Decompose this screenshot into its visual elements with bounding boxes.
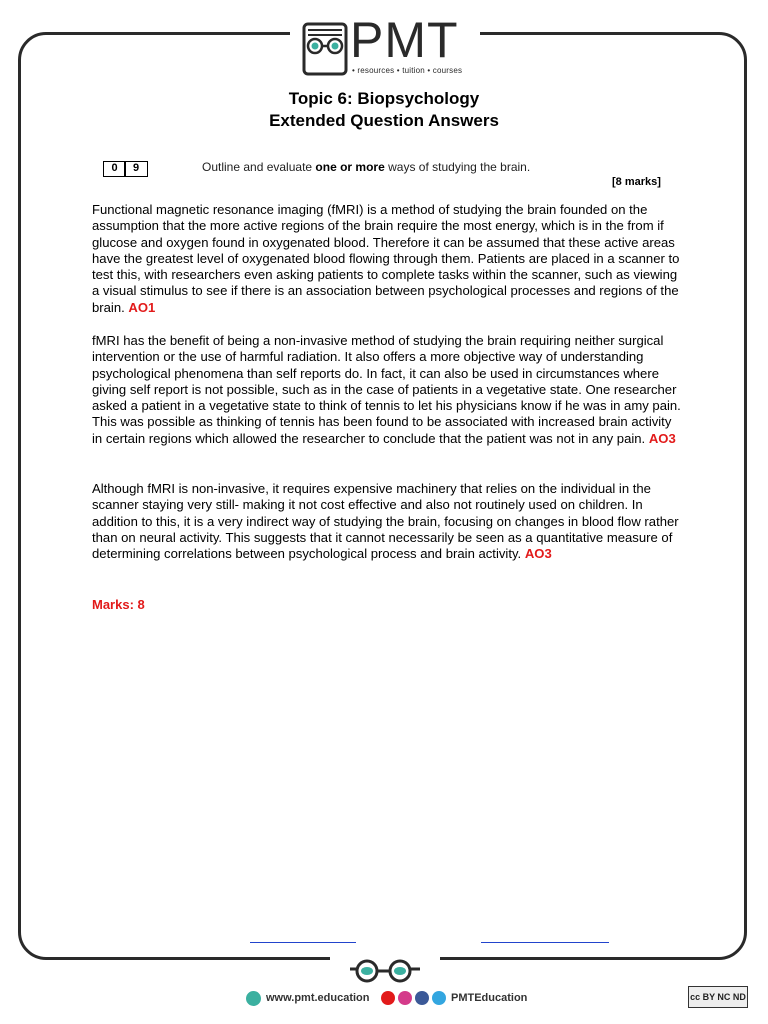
twitter-icon[interactable]: [432, 991, 446, 1005]
question-text-after: ways of studying the brain.: [384, 160, 531, 174]
page-title-line1: Topic 6: Biopsychology: [288, 89, 480, 108]
goggles-icon: [350, 957, 420, 985]
cursor-icon: [246, 991, 261, 1006]
answer-paragraph-3: [92, 481, 682, 562]
instagram-icon[interactable]: [398, 991, 412, 1005]
question-number-digit1: 0: [103, 161, 126, 177]
social-handle: PMTEducation: [451, 992, 528, 1004]
question-text-bold: one or more: [315, 160, 385, 174]
youtube-icon[interactable]: [381, 991, 395, 1005]
logo-tagline: • resources • tuition • courses: [352, 66, 463, 75]
question-text: [202, 160, 530, 174]
website-link[interactable]: www.pmt.education: [266, 992, 370, 1004]
question-text-before: Outline and evaluate: [202, 160, 316, 174]
footer-link-underline-left[interactable]: [250, 942, 356, 943]
facebook-icon[interactable]: [415, 991, 429, 1005]
paragraph-1-text: Functional magnetic resonance imaging (fMRI) is a method of studying the brain founded on the assumption that the more active regions of the brain require the most energy, which is in the from if glucose and oxygen found in oxygenated blood. Therefore it can be assumed that these active areas have the greatest level of oxygenated blood flowing through them. Patients are placed in a scanner to test this, with researchers even asking patients to complete tasks within the scanner, such as viewing a visual stimulus to see if there is an association between psychological processes and regions of the brain.: [92, 202, 680, 315]
page-title-line2: Extended Question Answers: [269, 111, 499, 130]
question-number-digit2: 9: [124, 161, 148, 177]
logo-text: PMT: [350, 12, 459, 68]
total-marks: Marks: 8: [92, 597, 145, 612]
paragraph-3-text: Although fMRI is non-invasive, it requires expensive machinery that relies on the individual in the scanner staying very still- making it not cost effective and also not routinely used on children. In addition to this, it is a very indirect way of studying the brain, focusing on changes in blood flow rather than on neural activity. This suggests that it cannot necessarily be seen as a quantitative measure of determining correlations between psychological process and brain activity.: [92, 481, 679, 562]
answer-paragraph-2: [92, 333, 682, 447]
creative-commons-license-badge[interactable]: cc BY NC ND: [688, 986, 748, 1008]
question-marks: [8 marks]: [612, 176, 661, 188]
ao-tag-3: AO3: [524, 546, 552, 562]
answer-paragraph-1: [92, 202, 682, 316]
ao-tag-2: AO3: [648, 430, 676, 446]
footer: [0, 990, 768, 1010]
ao-tag-1: AO1: [128, 299, 156, 315]
paragraph-2-text: fMRI has the benefit of being a non-invasive method of studying the brain requiring neither surgical intervention or the use of harmful radiation. It also offers a more objective way of understanding psychological phenomena than self reports do. In fact, it can also be used in circumstances where giving self report is not possible, such as in the case of patients in a vegetative state. One researcher asked a patient in a vegetative state to think of tennis to let his physicians know if he was in amy pain. This was possible as thinking of tennis has been found to be associated with increased brain activity in certain regions which allowed the researcher to conclude that the patient was not in any pain.: [92, 333, 681, 446]
footer-link-underline-right[interactable]: [481, 942, 609, 943]
